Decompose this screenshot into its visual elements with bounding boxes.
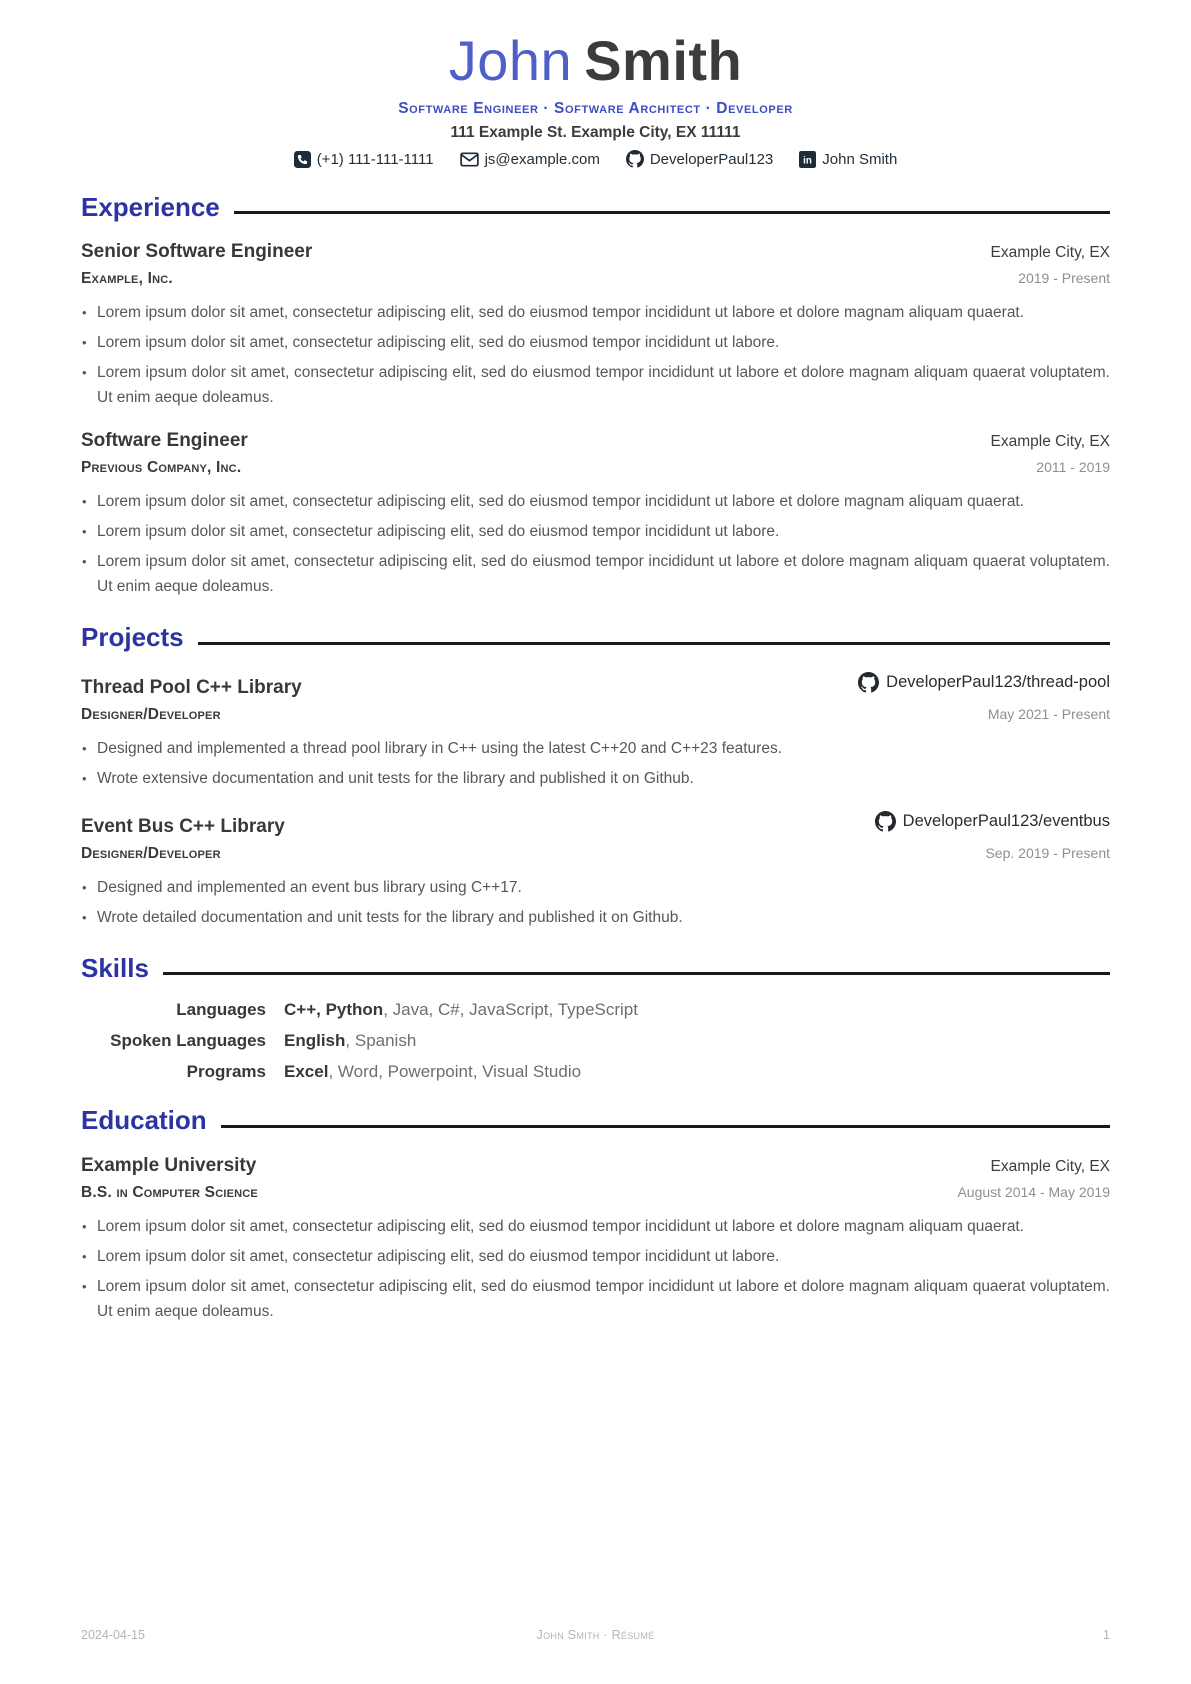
linkedin-icon (799, 151, 816, 168)
bullet-item: • Lorem ipsum dolor sit amet, consectetur adipiscing elit, sed do eiusmod tempor incididunt ut labore et dolore magnam aliquam quaerat. (81, 1214, 1110, 1239)
project-role: Designer/Developer (81, 844, 221, 862)
linkedin-name: John Smith (822, 150, 898, 168)
phone-icon (294, 151, 311, 168)
school-name: Example University (81, 1154, 257, 1176)
address-line: 111 Example St. Example City, EX 11111 (450, 123, 741, 141)
section-rule (163, 972, 1110, 975)
project-entry (81, 811, 1110, 930)
phone-number: (+1) 111-111-1111 (316, 150, 434, 168)
section-projects (81, 623, 1110, 930)
repo-name: DeveloperPaul123/eventbus (902, 811, 1110, 830)
skill-label: Programs (186, 1062, 266, 1082)
skill-rest: , Spanish (345, 1031, 417, 1051)
envelope-icon (460, 150, 479, 169)
skill-row (81, 1062, 1110, 1082)
entry-dates: Sep. 2019 - Present (985, 844, 1110, 861)
experience-entry (81, 241, 1110, 410)
skill-strong: C++, Python (284, 1000, 384, 1020)
section-title: Education (81, 1105, 207, 1136)
bullet-list (81, 300, 1110, 410)
skill-strong: English (284, 1031, 346, 1051)
repo-link[interactable] (858, 672, 1110, 693)
bullet-list (81, 1214, 1110, 1324)
bullet-item: • Lorem ipsum dolor sit amet, consectetur adipiscing elit, sed do eiusmod tempor incididunt ut labore et dolore magnam aliquam quaerat voluptatem. Ut enim aeque doleamus. (81, 549, 1110, 599)
entry-company: Example, Inc. (81, 270, 173, 288)
phone-link[interactable] (294, 151, 434, 168)
repo-link[interactable] (875, 811, 1110, 832)
entry-location: Example City, EX (990, 433, 1110, 451)
education-entry (81, 1155, 1110, 1324)
entry-role: Software Engineer (81, 430, 248, 452)
project-name: Thread Pool C++ Library (81, 676, 302, 698)
section-header (81, 623, 1110, 652)
skill-row (81, 1031, 1110, 1051)
svg-text:in: in (803, 154, 813, 166)
section-title: Experience (81, 191, 220, 222)
section-rule (234, 211, 1110, 214)
bullet-item: • Lorem ipsum dolor sit amet, consectetur adipiscing elit, sed do eiusmod tempor incididunt ut labore. (81, 519, 1110, 544)
skills-table (81, 1000, 1110, 1082)
footer-title: John Smith · Résumé (536, 1628, 655, 1642)
footer-page-number: 1 (1103, 1628, 1110, 1642)
github-icon (858, 672, 879, 693)
section-header (81, 1106, 1110, 1135)
section-experience (81, 193, 1110, 600)
footer-date: 2024-04-15 (81, 1628, 145, 1642)
github-link[interactable] (626, 150, 773, 168)
skill-rest: , Java, C#, JavaScript, TypeScript (383, 1000, 638, 1020)
section-header (81, 954, 1110, 983)
section-education (81, 1106, 1110, 1324)
skill-label: Languages (176, 1000, 266, 1020)
entry-dates: 2011 - 2019 (1036, 459, 1110, 476)
bullet-item: • Wrote extensive documentation and unit tests for the library and published it on Github. (81, 766, 1110, 791)
entry-dates: May 2021 - Present (987, 705, 1110, 722)
bullet-list (81, 489, 1110, 599)
repo-name: DeveloperPaul123/thread-pool (886, 672, 1110, 691)
bullet-item: • Designed and implemented a thread pool library in C++ using the latest C++20 and C++23 features. (81, 736, 1110, 761)
page-footer (81, 1628, 1110, 1642)
email-text: js@example.com (484, 150, 600, 168)
skill-label: Spoken Languages (110, 1031, 266, 1051)
degree: B.S. in Computer Science (81, 1183, 258, 1201)
skill-rest: , Word, Powerpoint, Visual Studio (328, 1062, 582, 1082)
person-name (81, 30, 1110, 92)
skill-value (284, 1031, 416, 1051)
skill-row (81, 1000, 1110, 1020)
email-link[interactable] (460, 150, 600, 169)
bullet-item: • Lorem ipsum dolor sit amet, consectetur adipiscing elit, sed do eiusmod tempor incididunt ut labore. (81, 330, 1110, 355)
first-name: John (448, 29, 573, 92)
section-header (81, 193, 1110, 222)
section-title: Skills (81, 952, 149, 983)
section-rule (198, 642, 1110, 645)
section-title: Projects (81, 622, 184, 653)
bullet-item: • Lorem ipsum dolor sit amet, consectetur adipiscing elit, sed do eiusmod tempor incididunt ut labore. (81, 1244, 1110, 1269)
skill-strong: Excel (284, 1062, 329, 1082)
entry-company: Previous Company, Inc. (81, 459, 242, 477)
bullet-list (81, 875, 1110, 930)
entry-location: Example City, EX (990, 1157, 1110, 1175)
bullet-item: • Lorem ipsum dolor sit amet, consectetur adipiscing elit, sed do eiusmod tempor incididunt ut labore et dolore magnam aliquam quaerat voluptatem. Ut enim aeque doleamus. (81, 1274, 1110, 1324)
bullet-item: • Wrote detailed documentation and unit tests for the library and published it on Github. (81, 905, 1110, 930)
header (81, 30, 1110, 169)
project-name: Event Bus C++ Library (81, 815, 285, 837)
section-rule (221, 1125, 1110, 1128)
bullet-list (81, 736, 1110, 791)
entry-dates: August 2014 - May 2019 (957, 1183, 1110, 1200)
experience-entry (81, 430, 1110, 599)
entry-role: Senior Software Engineer (81, 241, 313, 263)
entry-location: Example City, EX (990, 244, 1110, 262)
github-username: DeveloperPaul123 (649, 150, 774, 168)
entry-dates: 2019 - Present (1018, 270, 1110, 287)
bullet-item: • Lorem ipsum dolor sit amet, consectetur adipiscing elit, sed do eiusmod tempor incididunt ut labore et dolore magnam aliquam quaerat voluptatem. Ut enim aeque doleamus. (81, 360, 1110, 410)
section-skills (81, 954, 1110, 1083)
last-name: Smith (584, 29, 743, 92)
bullet-item: • Lorem ipsum dolor sit amet, consectetur adipiscing elit, sed do eiusmod tempor incididunt ut labore et dolore magnam aliquam quaerat. (81, 489, 1110, 514)
project-entry (81, 672, 1110, 791)
linkedin-link[interactable] (799, 151, 897, 168)
github-icon (626, 150, 644, 168)
github-icon (875, 811, 896, 832)
job-titles: Software Engineer · Software Architect · Developer (398, 99, 793, 117)
bullet-item: • Lorem ipsum dolor sit amet, consectetur adipiscing elit, sed do eiusmod tempor incididunt ut labore et dolore magnam aliquam quaerat. (81, 300, 1110, 325)
skill-value (284, 1062, 581, 1082)
contact-row (81, 150, 1110, 169)
project-role: Designer/Developer (81, 705, 221, 723)
bullet-item: • Designed and implemented an event bus library using C++17. (81, 875, 1110, 900)
skill-value (284, 1000, 638, 1020)
